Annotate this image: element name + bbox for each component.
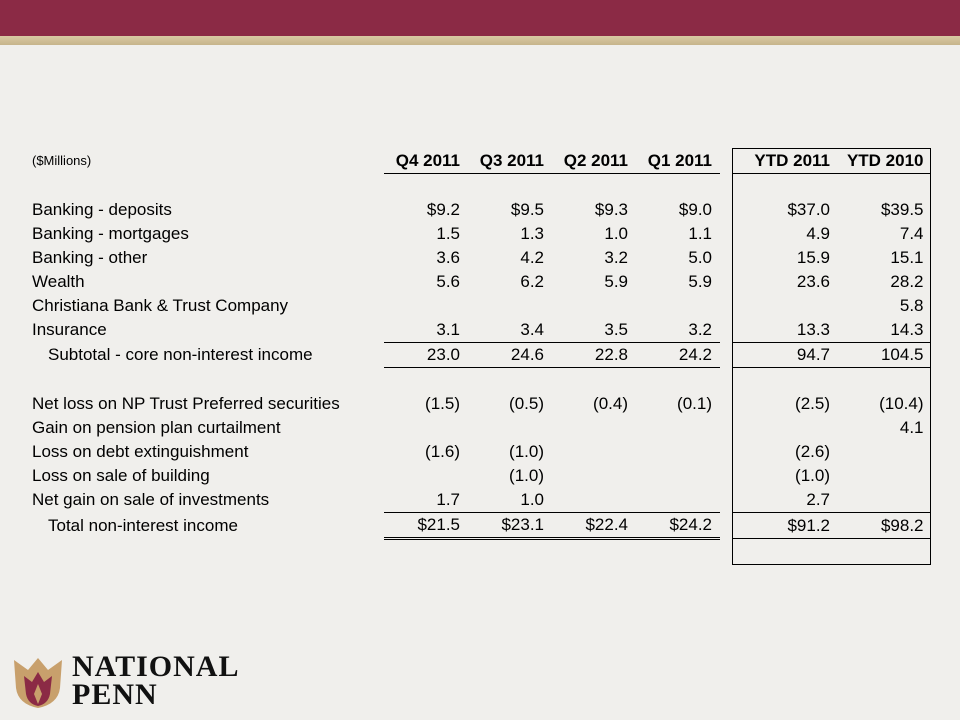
row-label: Gain on pension plan curtailment: [32, 418, 281, 437]
cell-value: [552, 539, 636, 565]
cell-value: 3.2: [688, 320, 712, 339]
table-header-row: [32, 149, 930, 174]
row-label: Loss on debt extinguishment: [32, 442, 249, 461]
cell-value: (1.0): [732, 464, 836, 488]
cell-value: 1.1: [688, 224, 712, 243]
cell-value: [732, 174, 836, 199]
cell-value: 23.0: [384, 343, 468, 368]
row-label: Banking - deposits: [32, 200, 172, 219]
table-row: [32, 222, 930, 246]
cell-value: 3.1: [436, 320, 460, 339]
table-row: [32, 392, 930, 416]
column-gap: [720, 440, 732, 464]
cell-value: [636, 539, 720, 565]
column-gap: [720, 149, 732, 174]
header-accent-stripe: [0, 36, 960, 45]
cell-value: 7.4: [836, 222, 930, 246]
cell-value: 6.2: [520, 272, 544, 291]
cell-value: 3.5: [604, 320, 628, 339]
table-row: [32, 318, 930, 343]
cell-value: [552, 416, 636, 440]
cell-value: [732, 416, 836, 440]
column-gap: [720, 198, 732, 222]
cell-value: 94.7: [732, 343, 836, 368]
cell-value: (0.4): [593, 394, 628, 413]
cell-value: 5.9: [604, 272, 628, 291]
cell-value: $9.0: [678, 200, 712, 219]
cell-value: [468, 294, 552, 318]
cell-value: (0.5): [509, 394, 544, 413]
column-gap: [720, 539, 732, 565]
row-label: [32, 539, 384, 565]
cell-value: [384, 464, 468, 488]
row-label: Loss on sale of building: [32, 466, 210, 485]
cell-value: 3.4: [520, 320, 544, 339]
column-gap: [720, 464, 732, 488]
column-gap: [720, 416, 732, 440]
cell-value: $98.2: [836, 513, 930, 539]
cell-value: 5.6: [436, 272, 460, 291]
cell-value: [636, 368, 720, 393]
cell-value: [732, 294, 836, 318]
column-header: YTD 2010: [836, 149, 930, 174]
column-gap: [720, 488, 732, 513]
cell-value: 2.7: [732, 488, 836, 513]
cell-value: 24.2: [636, 343, 720, 368]
cell-value: (1.6): [425, 442, 460, 461]
cell-value: [636, 440, 720, 464]
cell-value: 5.8: [836, 294, 930, 318]
cell-value: 14.3: [836, 318, 930, 343]
column-gap: [720, 343, 732, 368]
cell-value: 4.9: [732, 222, 836, 246]
cell-value: 1.0: [520, 490, 544, 509]
column-gap: [720, 513, 732, 539]
cell-value: (1.0): [509, 442, 544, 461]
cell-value: [636, 174, 720, 199]
cell-value: 1.0: [604, 224, 628, 243]
logo-line-1: NATIONAL: [72, 650, 240, 683]
units-label: ($Millions): [32, 153, 92, 168]
row-label: [32, 368, 384, 393]
table-row: [32, 513, 930, 539]
row-label: Net loss on NP Trust Preferred securities: [32, 394, 340, 413]
cell-value: 15.1: [836, 246, 930, 270]
cell-value: [468, 539, 552, 565]
cell-value: 22.8: [552, 343, 636, 368]
row-label: Net gain on sale of investments: [32, 490, 270, 510]
cell-value: 3.6: [436, 248, 460, 267]
row-label: Wealth: [32, 272, 85, 291]
cell-value: [636, 416, 720, 440]
row-label: [32, 174, 384, 199]
header-bar: [0, 0, 960, 36]
cell-value: [836, 440, 930, 464]
table-row: [32, 174, 930, 199]
national-penn-logo: [10, 650, 270, 714]
cell-value: $24.2: [636, 513, 720, 539]
table-row: [32, 343, 930, 368]
cell-value: $91.2: [732, 513, 836, 539]
column-gap: [720, 294, 732, 318]
column-gap: [720, 318, 732, 343]
cell-value: [468, 174, 552, 199]
cell-value: [468, 368, 552, 393]
cell-value: [732, 539, 836, 565]
cell-value: [636, 294, 720, 318]
cell-value: [836, 539, 930, 565]
column-gap: [720, 392, 732, 416]
cell-value: $21.5: [384, 513, 468, 539]
cell-value: 4.2: [520, 248, 544, 267]
table-row: [32, 246, 930, 270]
column-header: Q3 2011: [468, 149, 552, 174]
table-row: [32, 539, 930, 565]
non-interest-income-table: [32, 148, 931, 565]
cell-value: 5.9: [688, 272, 712, 291]
cell-value: $23.1: [468, 513, 552, 539]
lotus-icon: [10, 654, 66, 710]
row-label: Total non-interest income: [48, 515, 238, 535]
cell-value: [836, 368, 930, 393]
cell-value: [552, 294, 636, 318]
cell-value: [552, 464, 636, 488]
cell-value: 1.3: [520, 224, 544, 243]
column-gap: [720, 174, 732, 199]
cell-value: [552, 488, 636, 513]
cell-value: [468, 416, 552, 440]
cell-value: 13.3: [732, 318, 836, 343]
cell-value: [384, 368, 468, 393]
column-header: Q4 2011: [384, 149, 468, 174]
cell-value: $39.5: [836, 198, 930, 222]
cell-value: 3.2: [604, 248, 628, 267]
cell-value: (10.4): [836, 392, 930, 416]
column-header: Q2 2011: [552, 149, 636, 174]
table-row: [32, 416, 930, 440]
table-row: [32, 368, 930, 393]
cell-value: $9.5: [510, 200, 544, 219]
column-header: YTD 2011: [732, 149, 836, 174]
table-row: [32, 270, 930, 294]
column-header: Q1 2011: [636, 149, 720, 174]
cell-value: (2.5): [732, 392, 836, 416]
column-gap: [720, 270, 732, 294]
row-label: Christiana Bank & Trust Company: [32, 296, 289, 315]
cell-value: 24.6: [468, 343, 552, 368]
cell-value: (1.0): [509, 466, 544, 485]
cell-value: [636, 488, 720, 513]
row-label: Subtotal - core non-interest income: [48, 345, 313, 364]
cell-value: $9.2: [426, 200, 460, 219]
cell-value: [552, 440, 636, 464]
cell-value: $37.0: [732, 198, 836, 222]
cell-value: 15.9: [732, 246, 836, 270]
cell-value: (0.1): [677, 394, 712, 413]
cell-value: [836, 174, 930, 199]
cell-value: [552, 174, 636, 199]
cell-value: 28.2: [836, 270, 930, 294]
cell-value: 4.1: [836, 416, 930, 440]
cell-value: (1.5): [425, 394, 460, 413]
logo-line-2: PENN: [72, 678, 158, 711]
table-row: [32, 294, 930, 318]
row-label: Banking - mortgages: [32, 224, 189, 243]
cell-value: [384, 539, 468, 565]
column-gap: [720, 222, 732, 246]
cell-value: [384, 416, 468, 440]
cell-value: [384, 174, 468, 199]
cell-value: [836, 488, 930, 513]
cell-value: 104.5: [836, 343, 930, 368]
row-label: Insurance: [32, 320, 107, 340]
cell-value: 1.7: [436, 490, 460, 509]
cell-value: (2.6): [732, 440, 836, 464]
cell-value: [384, 294, 468, 318]
table-row: [32, 488, 930, 513]
cell-value: [552, 368, 636, 393]
column-gap: [720, 368, 732, 393]
cell-value: $22.4: [552, 513, 636, 539]
cell-value: 1.5: [436, 224, 460, 243]
table-row: [32, 198, 930, 222]
table-row: [32, 464, 930, 488]
cell-value: [636, 464, 720, 488]
column-gap: [720, 246, 732, 270]
table-row: [32, 440, 930, 464]
cell-value: [836, 464, 930, 488]
cell-value: $9.3: [594, 200, 628, 219]
cell-value: [732, 368, 836, 393]
cell-value: 5.0: [688, 248, 712, 267]
cell-value: 23.6: [732, 270, 836, 294]
row-label: Banking - other: [32, 248, 148, 267]
